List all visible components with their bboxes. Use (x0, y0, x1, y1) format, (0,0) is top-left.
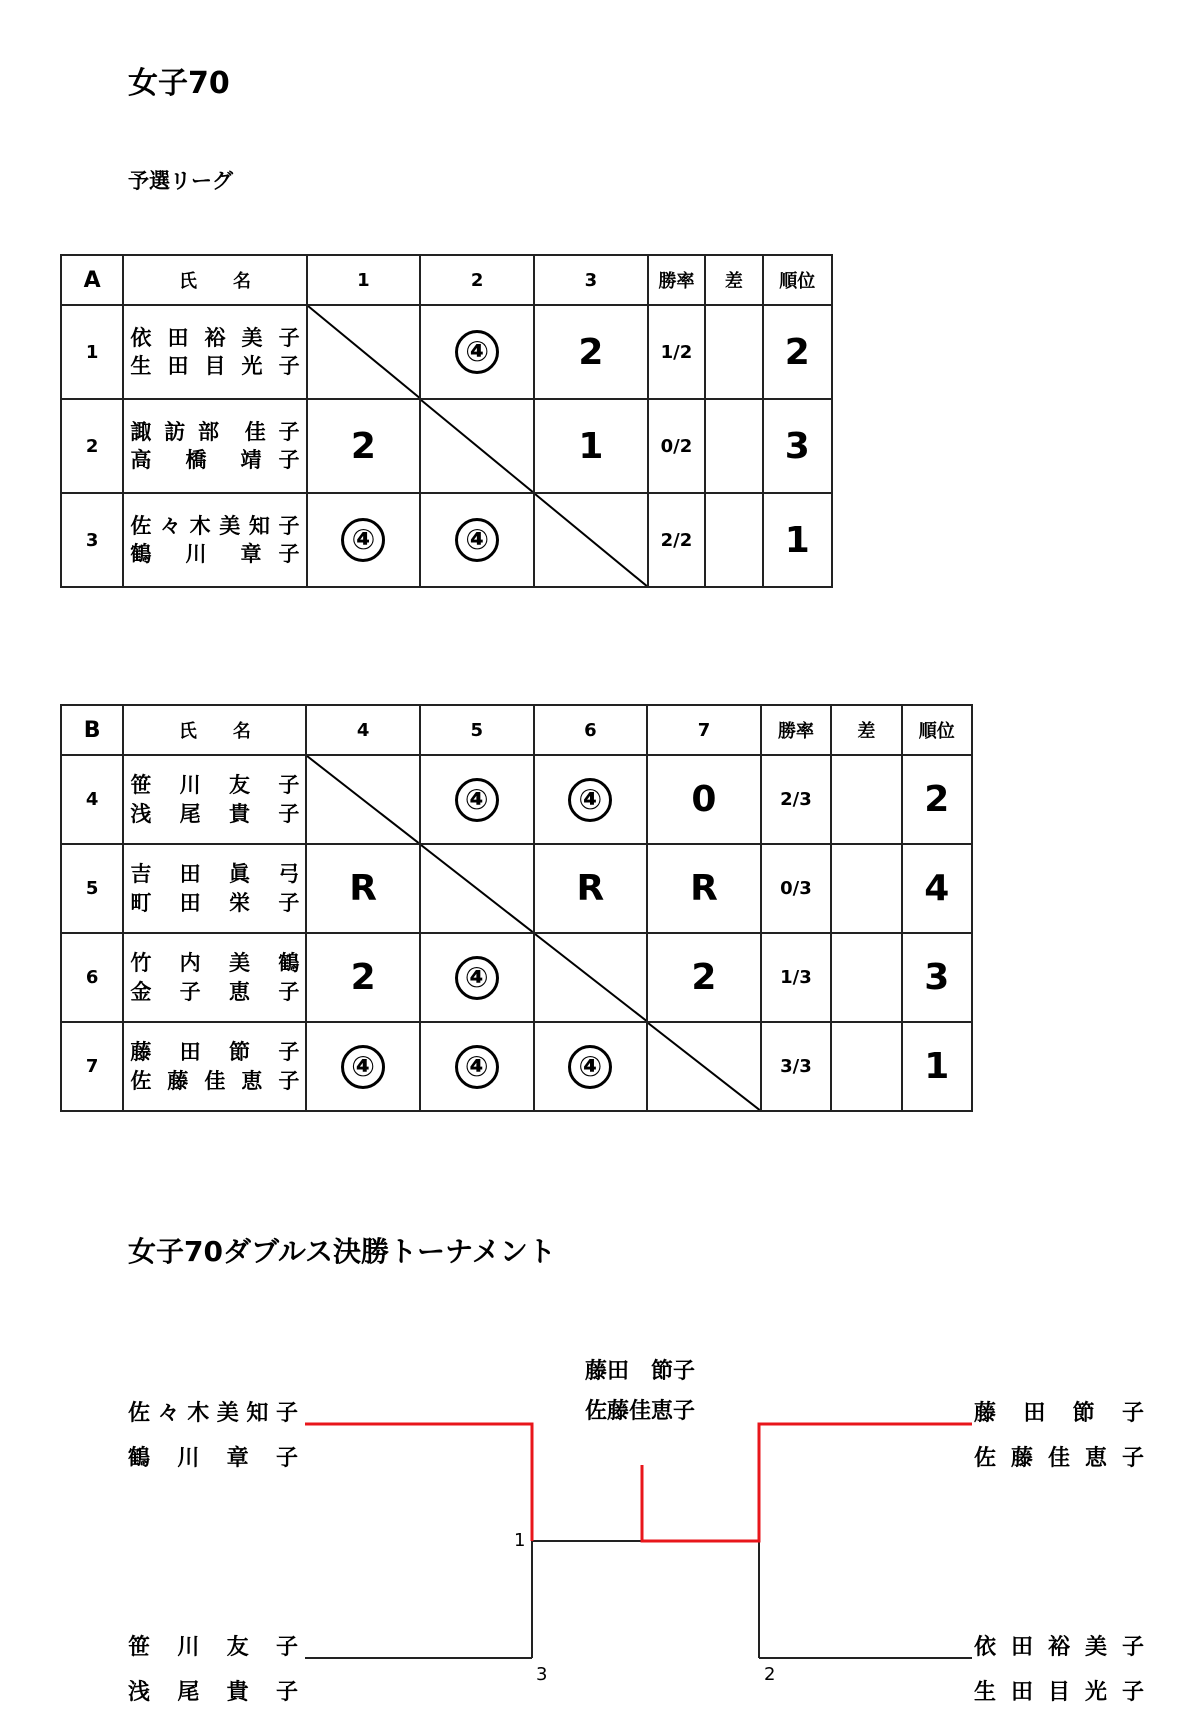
name-char: 子 (278, 419, 300, 444)
name-char: 子 (278, 513, 300, 538)
name-char: 知 (248, 513, 270, 538)
name-char: 目 (204, 354, 226, 378)
name-char: 浅 (128, 1680, 151, 1705)
name-char: 子 (1121, 1401, 1144, 1426)
header-col-2: 2 (420, 255, 534, 305)
header-col-3: 3 (534, 255, 648, 305)
name-char: 田 (179, 862, 201, 887)
win-rate: 3/3 (761, 1022, 831, 1111)
name-char: 佐 (974, 1446, 997, 1471)
name-char: 眞 (228, 862, 250, 887)
name-char: 靖 (240, 448, 262, 472)
header-name: 氏 名 (123, 705, 306, 755)
name-char: 恵 (241, 1068, 263, 1093)
name-char: 美 (228, 951, 250, 976)
page-title: 女子70 (128, 66, 230, 101)
win-score: ④ (578, 1049, 603, 1083)
result-cell: 2 (647, 933, 761, 1022)
header-col-5: 5 (420, 705, 534, 755)
name-char: 子 (278, 890, 300, 915)
name-char: 友 (228, 773, 250, 798)
name-char: 子 (278, 773, 300, 798)
name-char: 諏 (130, 419, 152, 444)
name-char: 子 (278, 448, 300, 472)
row-number: 3 (61, 493, 123, 587)
header-name: 氏 名 (123, 255, 306, 305)
name-char: 子 (275, 1635, 298, 1660)
name-char: 田 (1023, 1401, 1046, 1426)
name-char: 友 (226, 1635, 249, 1660)
name-char: 依 (130, 325, 152, 350)
win-score: ④ (464, 960, 489, 994)
name-char: 竹 (130, 951, 152, 976)
name-char: 佐 (128, 1401, 151, 1426)
name-char: 目 (1047, 1680, 1070, 1705)
result-cell: 2 (306, 933, 420, 1022)
name-char: 節 (1072, 1401, 1095, 1426)
name-char: 田 (1010, 1635, 1033, 1660)
name-char: 子 (278, 325, 300, 350)
name-char: 子 (278, 801, 300, 826)
name-char: 恵 (228, 979, 250, 1004)
name-char: 子 (1121, 1446, 1144, 1471)
name-char: 美 (241, 325, 263, 350)
name-char: 鶴 (128, 1446, 151, 1471)
name-char: 佐 (130, 1068, 152, 1093)
name-char: 訪 (164, 419, 186, 444)
name-char: 鶴 (130, 542, 152, 566)
name-char: 佳 (1047, 1446, 1070, 1471)
name-char: 美 (216, 1401, 239, 1426)
name-char: 笹 (130, 773, 152, 798)
header-rank: 順位 (763, 255, 833, 305)
name-char: 佳 (204, 1068, 226, 1093)
row-number: 4 (61, 755, 123, 844)
result-cell: R (647, 844, 761, 933)
name-char: 田 (167, 325, 189, 350)
name-char: 内 (179, 951, 201, 976)
result-cell: 1 (534, 399, 648, 493)
name-char: 節 (228, 1040, 250, 1065)
name-char: 木 (187, 1401, 210, 1426)
name-char: 町 (130, 890, 152, 915)
seed-left-top: 1 (514, 1530, 526, 1551)
name-char: 浅 (130, 801, 152, 826)
row-number: 5 (61, 844, 123, 933)
row-number: 1 (61, 305, 123, 399)
rank-value: 1 (902, 1022, 972, 1111)
name-char: 笹 (128, 1635, 151, 1660)
name-char: 部 (198, 419, 220, 444)
name-char: 裕 (1047, 1635, 1070, 1660)
name-char: 依 (974, 1635, 997, 1660)
win-score: ④ (464, 782, 489, 816)
name-char: 子 (278, 1068, 300, 1093)
win-score: ④ (351, 523, 376, 556)
name-char: 川 (177, 1446, 200, 1471)
name-char: 貴 (228, 801, 250, 826)
rank-value: 3 (902, 933, 972, 1022)
name-char: 生 (130, 354, 152, 378)
seed-left-bottom: 3 (536, 1664, 548, 1685)
rank-value: 3 (763, 399, 833, 493)
result-cell: 2 (534, 305, 648, 399)
name-char: 子 (1121, 1635, 1144, 1660)
name-char: 光 (1084, 1680, 1107, 1705)
seed-right: 2 (764, 1664, 776, 1685)
name-char: 子 (278, 542, 300, 566)
winner-path-right (642, 1424, 972, 1541)
name-char: 田 (179, 890, 201, 915)
name-char: 藤 (167, 1068, 189, 1093)
name-char: 金 (130, 979, 152, 1004)
winner-path-left (305, 1424, 532, 1541)
name-char: 佳 (244, 419, 266, 444)
name-char: 子 (179, 979, 201, 1004)
name-char: 佐 (130, 513, 152, 538)
result-cell: 0 (647, 755, 761, 844)
tournament-title: 女子70ダブルス決勝トーナメント (128, 1235, 556, 1268)
name-char: 藤 (1010, 1446, 1033, 1471)
name-char: 田 (1010, 1680, 1033, 1705)
result-cell: 2 (307, 399, 421, 493)
header-rate: 勝率 (761, 705, 831, 755)
name-char: 吉 (130, 862, 152, 887)
name-char: 章 (226, 1446, 249, 1471)
win-rate: 1/2 (648, 305, 705, 399)
win-rate: 0/2 (648, 399, 705, 493)
header-col-7: 7 (647, 705, 761, 755)
name-char: 川 (185, 542, 207, 566)
win-score: ④ (464, 1049, 489, 1083)
name-char: 木 (189, 513, 211, 538)
name-char: 弓 (278, 862, 300, 887)
name-char: 藤 (974, 1401, 997, 1426)
winner-line-1: 藤田 節子 (585, 1359, 696, 1384)
name-char: 美 (219, 513, 241, 538)
name-char: 尾 (179, 801, 201, 826)
winner-line-2: 佐藤佳恵子 (585, 1399, 696, 1424)
name-char: 橋 (185, 448, 207, 472)
name-char: 恵 (1084, 1446, 1107, 1471)
name-char: 光 (241, 354, 263, 378)
name-char: 田 (167, 354, 189, 378)
header-col-6: 6 (534, 705, 648, 755)
result-cell: R (534, 844, 648, 933)
header-col-1: 1 (307, 255, 421, 305)
name-char: 子 (275, 1446, 298, 1471)
name-char: 美 (1084, 1635, 1107, 1660)
name-char: 子 (278, 354, 300, 378)
header-diff: 差 (831, 705, 901, 755)
rank-value: 2 (902, 755, 972, 844)
section-subtitle: 予選リーグ (128, 169, 233, 193)
name-char: 尾 (177, 1680, 200, 1705)
header-rank: 順位 (902, 705, 972, 755)
header-diff: 差 (705, 255, 762, 305)
name-char: 章 (240, 542, 262, 566)
win-score: ④ (351, 1049, 375, 1083)
row-number: 7 (61, 1022, 123, 1111)
header-rate: 勝率 (648, 255, 705, 305)
win-score: ④ (465, 523, 490, 556)
header-col-4: 4 (306, 705, 420, 755)
win-rate: 0/3 (761, 844, 831, 933)
win-score: ④ (465, 335, 490, 368)
name-char: 川 (179, 773, 201, 798)
name-char: 子 (278, 1040, 300, 1065)
win-score: ④ (578, 782, 603, 816)
name-char: 生 (974, 1680, 997, 1705)
name-char: 子 (1121, 1680, 1144, 1705)
name-char: 藤 (130, 1040, 152, 1065)
name-char: 子 (275, 1680, 298, 1705)
row-number: 2 (61, 399, 123, 493)
name-char: 々 (160, 513, 182, 538)
name-char: 栄 (228, 890, 250, 915)
name-char: 鶴 (278, 951, 300, 976)
win-rate: 2/2 (648, 493, 705, 587)
win-rate: 2/3 (761, 755, 831, 844)
rank-value: 2 (763, 305, 833, 399)
name-char: 子 (278, 979, 300, 1004)
name-char: 川 (177, 1635, 200, 1660)
name-char: 々 (157, 1401, 180, 1426)
name-char: 知 (246, 1401, 269, 1426)
league-a-label: A (61, 255, 123, 305)
name-char: 貴 (226, 1680, 249, 1705)
league-b-label: B (61, 705, 123, 755)
rank-value: 4 (902, 844, 972, 933)
row-number: 6 (61, 933, 123, 1022)
name-char: 子 (275, 1401, 298, 1426)
name-char: 田 (179, 1040, 201, 1065)
name-char: 裕 (204, 325, 226, 350)
win-rate: 1/3 (761, 933, 831, 1022)
result-cell: R (306, 844, 420, 933)
rank-value: 1 (763, 493, 833, 587)
name-char: 高 (130, 448, 152, 472)
